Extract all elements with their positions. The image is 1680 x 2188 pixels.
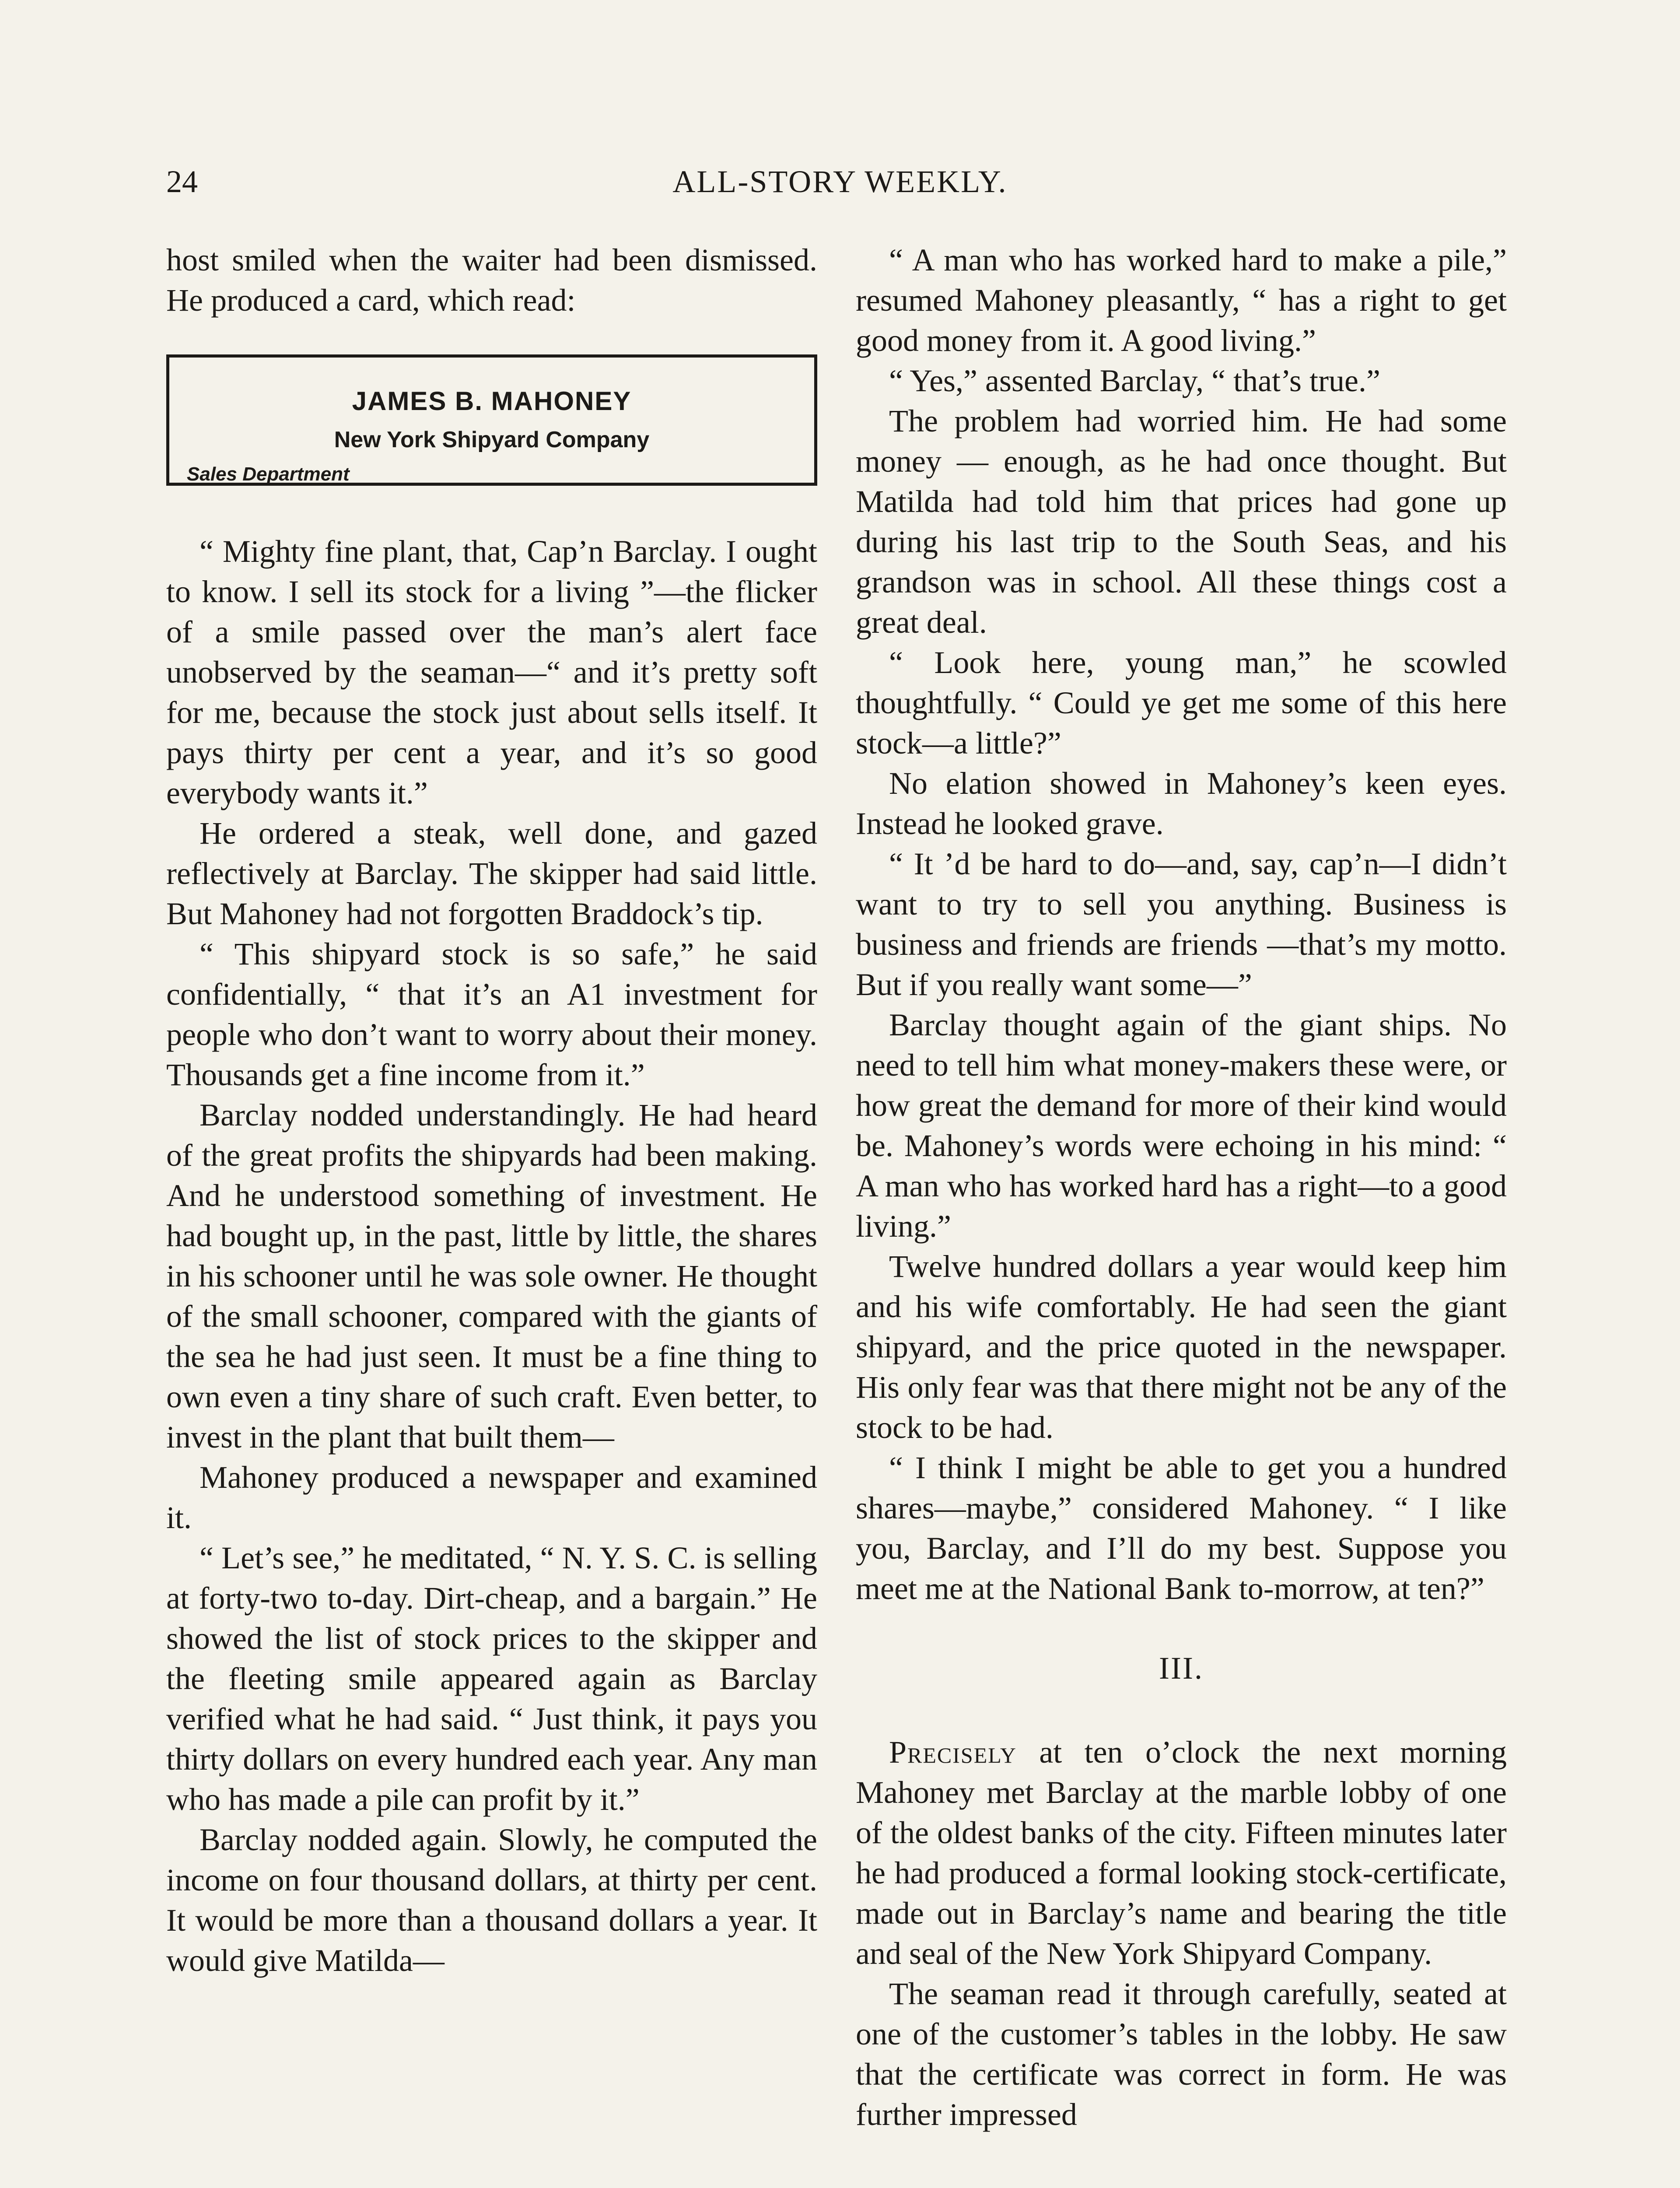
paragraph: Mahoney produced a newspaper and examined it. <box>166 1460 817 1535</box>
paragraph: The seaman read it through carefully, seated at one of the customer’s tables in the lobby. He saw that the certificate was correct in form. He was further impressed <box>856 1976 1507 2132</box>
card-company: New York Shipyard Company <box>334 427 650 452</box>
running-title: ALL-STORY WEEKLY. <box>672 164 1008 199</box>
page-number: 24 <box>166 164 198 199</box>
paragraph: “ Yes,” assented Barclay, “ that’s true.” <box>889 363 1380 398</box>
paragraph: Barclay nodded again. Slowly, he computed the income on four thousand dollars, at thirty per cent. It would be more than a thousand dollars a year. It would give Matilda— <box>166 1822 817 1978</box>
paragraph: “ A man who has worked hard to make a pile,” resumed Mahoney pleasantly, “ has a right to get good money from it. A good living.” <box>856 242 1507 358</box>
paragraph: Barclay nodded understandingly. He had heard of the great profits the shipyards had been making. And he understood something of investment. He had bought up, in the past, little by little, the shares in his schooner until he was sole owner. He thought of the small schooner, compared with the giants of the sea he had just seen. It must be a fine thing to own even a tiny share of such craft. Even better, to invest in the plant that built them— <box>166 1098 817 1455</box>
paragraph: The problem had worried him. He had some money — enough, as he had once thought. But Matilda had told him that prices had gone up during his last trip to the South Seas, and his grandson was in school. All these things cost a great deal. <box>856 403 1507 640</box>
left-column <box>166 240 817 1981</box>
paragraph: Twelve hundred dollars a year would keep him and his wife comfortably. He had seen the giant shipyard, and the price quoted in the newspaper. His only fear was that there might not be any of the stock to be had. <box>856 1249 1507 1445</box>
paragraph: No elation showed in Mahoney’s keen eyes. Instead he looked grave. <box>856 766 1507 841</box>
paragraph: “ This shipyard stock is so safe,” he said confidentially, “ that it’s an A1 investment for people who don’t want to worry about their money. Thousands get a fine income from it.” <box>166 936 817 1092</box>
paragraph <box>856 1732 1507 1974</box>
right-column <box>856 240 1507 2135</box>
paragraph: “ Mighty fine plant, that, Cap’n Barclay. I ought to know. I sell its stock for a living ”—the flicker of a smile passed over the man’s alert face unobserved by the seaman—“ and it’s pretty soft for me, because the stock just about sells itself. It pays thirty per cent a year, and it’s so good everybody wants it.” <box>166 534 817 810</box>
paragraph-text: at ten o’clock the next morning Mahoney met Barclay at the marble lobby of one of the oldest banks of the city. Fifteen minutes later he had produced a formal looking stock-certificate, made out in Barclay’s name and bearing the title and seal of the New York Shipyard Company. <box>856 1735 1507 1971</box>
section-heading: III. <box>1159 1651 1204 1686</box>
paragraph: “ It ’d be hard to do—and, say, cap’n—I didn’t want to try to sell you anything. Business is business and friends are friends —that’s my motto. But if you really want some—” <box>856 846 1507 1002</box>
page-header <box>166 158 1514 206</box>
paragraph: “ Look here, young man,” he scowled thoughtfully. “ Could ye get me some of this here stock—a little?” <box>856 645 1507 761</box>
lead-in-smallcaps: Precisely <box>889 1735 1017 1770</box>
card-department: Sales Department <box>187 463 350 485</box>
paragraph: He ordered a steak, well done, and gazed reflectively at Barclay. The skipper had said little. But Mahoney had not forgotten Braddock’s tip. <box>166 816 817 931</box>
card-name: JAMES B. MAHONEY <box>352 386 632 416</box>
paragraph: “ I think I might be able to get you a hundred shares—maybe,” considered Mahoney. “ I like you, Barclay, and I’ll do my best. Suppose you meet me at the National Bank to-morrow, at ten?” <box>856 1450 1507 1606</box>
paragraph: “ Let’s see,” he meditated, “ N. Y. S. C. is selling at forty-two to-day. Dirt-cheap, and a bargain.” He showed the list of stock prices to the skipper and the fleeting smile appeared again as Barclay verified what he had said. “ Just think, it pays you thirty dollars on every hundred each year. Any man who has made a pile can profit by it.” <box>166 1540 817 1817</box>
business-card <box>166 354 817 486</box>
paragraph: host smiled when the waiter had been dismissed. He produced a card, which read: <box>166 242 817 318</box>
paragraph: Barclay thought again of the giant ships. No need to tell him what money-makers these were, or how great the demand for more of their kind would be. Mahoney’s words were echoing in his mind: “ A man who has worked hard has a right—to a good living.” <box>856 1007 1507 1244</box>
